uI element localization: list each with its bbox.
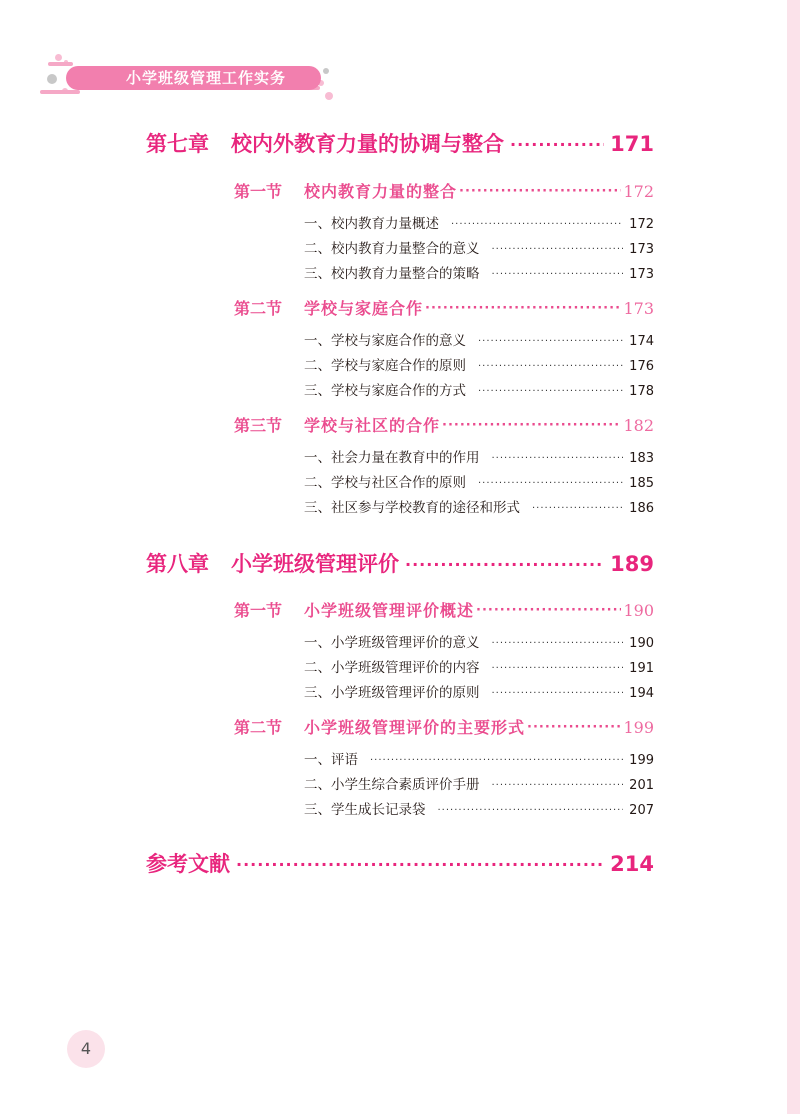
- item-title: 二、学校与家庭合作的原则: [304, 358, 466, 374]
- item-page: 183: [629, 451, 654, 466]
- item-title: 一、评语: [304, 752, 358, 768]
- dot-leader: [532, 503, 623, 514]
- section-title: 小学班级管理评价的主要形式: [304, 718, 526, 737]
- dot-leader: [478, 336, 623, 347]
- item-page: 186: [629, 501, 654, 516]
- item-title: 二、校内教育力量整合的意义: [304, 241, 480, 257]
- chapter-title: 校内外教育力量的协调与整合: [231, 132, 504, 156]
- item-page: 194: [629, 686, 654, 701]
- decor-dot: [47, 74, 57, 84]
- item-page: 176: [629, 359, 654, 374]
- chapter-page: 171: [610, 132, 654, 156]
- page-number: 4: [67, 1030, 105, 1068]
- dot-leader: [510, 135, 604, 154]
- section-page: 173: [623, 299, 654, 318]
- item-page: 174: [629, 334, 654, 349]
- chapter-page: 189: [610, 552, 654, 576]
- list-item[interactable]: [304, 212, 654, 232]
- list-item[interactable]: [304, 262, 654, 282]
- dot-leader: [459, 184, 621, 199]
- item-title: 二、学校与社区合作的原则: [304, 475, 466, 491]
- dot-leader: [492, 688, 624, 699]
- dot-leader: [492, 244, 624, 255]
- dot-leader: [370, 755, 623, 766]
- chapter-title: 小学班级管理评价: [231, 552, 399, 576]
- decor-line: [40, 90, 80, 94]
- list-item[interactable]: [304, 237, 654, 257]
- decor-dot: [55, 54, 62, 61]
- list-item[interactable]: [304, 446, 654, 466]
- references-title: 参考文献: [146, 852, 230, 876]
- section-number: 第一节: [234, 182, 283, 201]
- section-entry[interactable]: [234, 715, 654, 738]
- chapter-entry[interactable]: [146, 548, 654, 578]
- item-title: 一、校内教育力量概述: [304, 216, 439, 232]
- references-entry[interactable]: [146, 848, 654, 878]
- section-number: 第三节: [234, 416, 283, 435]
- section-title: 校内教育力量的整合: [304, 182, 458, 201]
- decor-dot: [323, 68, 329, 74]
- chapter-number: 第七章: [146, 132, 209, 156]
- book-title: 小学班级管理工作实务: [66, 66, 321, 90]
- item-title: 二、小学班级管理评价的内容: [304, 660, 480, 676]
- page-edge-strip: [787, 0, 800, 1114]
- item-page: 172: [629, 217, 654, 232]
- section-entry[interactable]: [234, 179, 654, 202]
- section-number: 第二节: [234, 718, 283, 737]
- item-page: 190: [629, 636, 654, 651]
- dot-leader: [478, 361, 623, 372]
- list-item[interactable]: [304, 681, 654, 701]
- section-page: 172: [623, 182, 654, 201]
- list-item[interactable]: [304, 798, 654, 818]
- dot-leader: [492, 453, 624, 464]
- dot-leader: [492, 663, 624, 674]
- item-title: 二、小学生综合素质评价手册: [304, 777, 480, 793]
- item-title: 三、学生成长记录袋: [304, 802, 426, 818]
- chapter-number: 第八章: [146, 552, 209, 576]
- item-page: 173: [629, 242, 654, 257]
- section-title: 小学班级管理评价概述: [304, 601, 475, 620]
- chapter-entry[interactable]: [146, 128, 654, 158]
- dot-leader: [405, 555, 604, 574]
- section-title: 学校与社区的合作: [304, 416, 441, 435]
- item-page: 201: [629, 778, 654, 793]
- list-item[interactable]: [304, 379, 654, 399]
- item-page: 185: [629, 476, 654, 491]
- item-page: 173: [629, 267, 654, 282]
- list-item[interactable]: [304, 471, 654, 491]
- item-title: 三、校内教育力量整合的策略: [304, 266, 480, 282]
- item-title: 一、学校与家庭合作的意义: [304, 333, 466, 349]
- dot-leader: [478, 386, 623, 397]
- header-banner: [40, 50, 340, 106]
- list-item[interactable]: [304, 748, 654, 768]
- dot-leader: [476, 603, 621, 618]
- section-title: 学校与家庭合作: [304, 299, 424, 318]
- section-page: 182: [623, 416, 654, 435]
- dot-leader: [425, 301, 621, 316]
- item-title: 三、社区参与学校教育的途径和形式: [304, 500, 520, 516]
- list-item[interactable]: [304, 329, 654, 349]
- dot-leader: [492, 638, 624, 649]
- dot-leader: [451, 219, 623, 230]
- list-item[interactable]: [304, 354, 654, 374]
- item-page: 199: [629, 753, 654, 768]
- item-title: 三、小学班级管理评价的原则: [304, 685, 480, 701]
- section-page: 199: [623, 718, 654, 737]
- references-page: 214: [610, 852, 654, 876]
- item-title: 一、社会力量在教育中的作用: [304, 450, 480, 466]
- item-title: 一、小学班级管理评价的意义: [304, 635, 480, 651]
- decor-dot: [325, 92, 333, 100]
- section-number: 第二节: [234, 299, 283, 318]
- item-page: 207: [629, 803, 654, 818]
- dot-leader: [438, 805, 624, 816]
- list-item[interactable]: [304, 773, 654, 793]
- item-page: 178: [629, 384, 654, 399]
- section-entry[interactable]: [234, 598, 654, 621]
- dot-leader: [236, 855, 604, 874]
- item-title: 三、学校与家庭合作的方式: [304, 383, 466, 399]
- dot-leader: [442, 418, 621, 433]
- decor-line: [48, 62, 73, 66]
- section-number: 第一节: [234, 601, 283, 620]
- section-entry[interactable]: [234, 413, 654, 436]
- dot-leader: [527, 720, 621, 735]
- dot-leader: [492, 269, 624, 280]
- item-page: 191: [629, 661, 654, 676]
- section-entry[interactable]: [234, 296, 654, 319]
- section-page: 190: [623, 601, 654, 620]
- dot-leader: [492, 780, 624, 791]
- list-item[interactable]: [304, 496, 654, 516]
- dot-leader: [478, 478, 623, 489]
- list-item[interactable]: [304, 656, 654, 676]
- list-item[interactable]: [304, 631, 654, 651]
